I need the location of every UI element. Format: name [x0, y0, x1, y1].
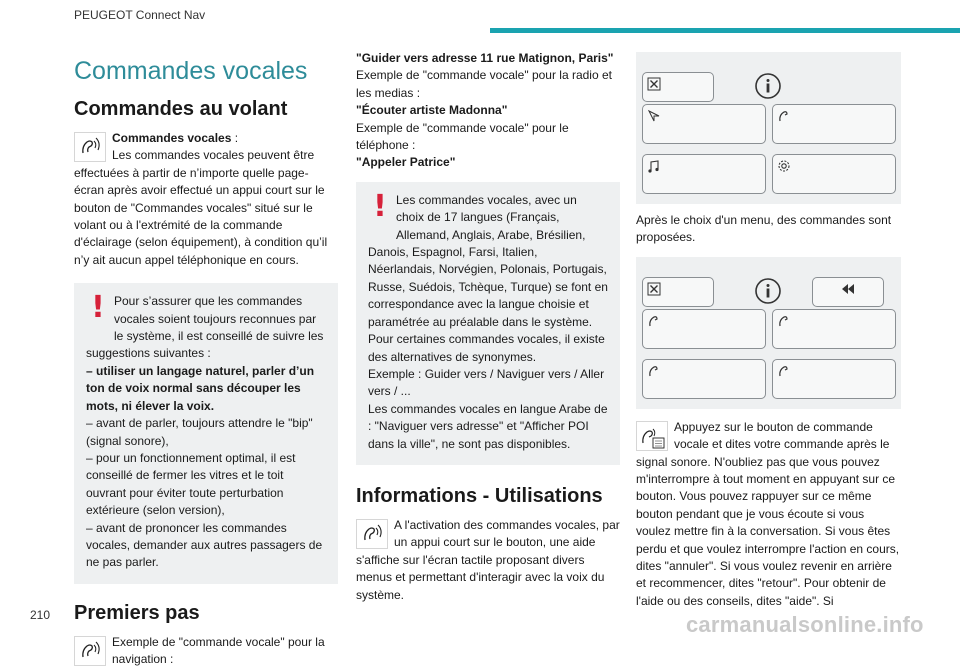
warning-box-languages [356, 182, 620, 465]
warning-item-1: – utiliser un langage naturel, parler d’un ton de voix normal sans découper les mots, ni élever la voix. [86, 363, 315, 413]
column-1 [74, 56, 338, 669]
close-icon [647, 282, 661, 296]
phone-icon [777, 314, 791, 328]
phone-icon [777, 364, 791, 378]
phone-icon [647, 364, 661, 378]
settings-icon [777, 159, 791, 173]
page-number: 210 [30, 608, 51, 622]
voice-commands-panel [636, 257, 901, 409]
radio-example: "Écouter artiste Madonna" [356, 103, 508, 118]
after-menu-text: Après le choix d'un menu, des commandes sont proposées. [636, 213, 892, 245]
info-icon[interactable] [754, 277, 782, 305]
settings-menu-button[interactable] [772, 154, 896, 194]
music-menu-button[interactable] [642, 154, 766, 194]
exclamation-icon: ! [373, 188, 387, 224]
warning-item-2: – avant de parler, toujours attendre le "bip" (signal sonore), [86, 416, 313, 448]
command-button-2[interactable] [772, 309, 896, 349]
section-first-steps: Premiers pas [74, 601, 200, 624]
voice-command-icon [74, 132, 106, 162]
voice-menu-panel [636, 52, 901, 204]
close-icon [647, 77, 661, 91]
exclamation-icon: ! [91, 290, 105, 326]
voice-command-paragraph [74, 130, 338, 269]
press-button-text: Appuyez sur le bouton de commande vocale et dites votre commande après le signal sonore. N'oubliez pas que vous pouvez m'interrompre à tout moment en appuyant sur ce bouton. Vous pouvez rappuyer sur ce même bouton pendant que je vous écoute si vous voulez mettre fin à la conversation. Si vous êtes perdu et que voulez interrompre l'action en cours, dites "annuler". Si vous voulez revenir en arrière et recommencer, dites "retour". Pour obtenir de l'aide ou des conseils, dites "aide". Si [636, 419, 900, 608]
close-button[interactable] [642, 72, 714, 102]
section-steering-commands: Commandes au volant [74, 98, 288, 120]
voice-command-icon [74, 636, 106, 666]
phone-icon [777, 109, 791, 123]
voice-command-text: : Les commandes vocales peuvent être effectuées à partir de n’importe quelle page-écran après avoir effectué un appui court sur le bouton de "Commandes vocales" situé sur le volant ou à l'extrémité de la commande d'éclairage (selon équipement), à condition qu’il n’y ait aucun appel téléphonique en cours. [74, 131, 328, 267]
header-accent-bar [490, 28, 960, 33]
radio-intro: Exemple de "commande vocale" pour la radio et les medias : [356, 68, 612, 100]
info-icon[interactable] [754, 72, 782, 100]
info-text: A l'activation des commandes vocales, par un appui court sur le bouton, une aide s'affiche sur l'écran tactile proposant divers menus et permettant d'interagir avec la voix du système. [356, 517, 620, 602]
warning-intro: Pour s’assurer que les commandes vocales soient toujours reconnues par le système, il est conseillé de suivre les suggestions suivantes : [86, 294, 324, 361]
command-button-1[interactable] [642, 309, 766, 349]
phone-icon [647, 314, 661, 328]
info-paragraph [356, 517, 620, 604]
music-icon [647, 159, 661, 173]
page-title: Commandes vocales [74, 57, 308, 85]
column-3 [636, 50, 901, 610]
navigation-icon [647, 109, 661, 123]
column-2 [356, 50, 620, 604]
voice-command-label: Commandes vocales [112, 131, 232, 145]
phone-example: "Appeler Patrice" [356, 155, 456, 170]
section-info-usage: Informations - Utilisations [356, 484, 603, 507]
warning-item-3: – pour un fonctionnement optimal, il est conseillé de fermer les vitres et le toit ouvrant pour éviter toute perturbation extérieure (selon version), [86, 450, 296, 518]
running-header: PEUGEOT Connect Nav [74, 8, 206, 22]
voice-command-icon [356, 519, 388, 549]
warning-box-tips [74, 283, 338, 584]
nav-example-intro: Exemple de "commande vocale" pour la navigation : [112, 634, 325, 667]
command-button-3[interactable] [642, 359, 766, 399]
watermark: carmanualsonline.info [686, 612, 924, 637]
voice-command-icon [636, 421, 668, 451]
languages-warning-text: Les commandes vocales, avec un choix de 17 langues (Français, Allemand, Anglais, Arabe, Brésilien, Danois, Espagnol, Farsi, Italien, Néerlandais, Norvégien, Polonais, Portugais, Russe, Suédois, Tchèque, Turque) se font en correspondance avec la langue choisie et paramétrée au préalable dans le système. Pour certaines commandes vocales, il existe des alternatives de synonymes. Exemple : Guider vers / Naviguer vers / Aller vers / ... Les commandes vocales en langue Arabe de : "Naviguer vers adresse" et "Afficher POI dans la ville", ne sont pas disponibles. [368, 192, 608, 451]
nav-example: "Guider vers adresse 11 rue Matignon, Paris" [356, 51, 614, 65]
phone-intro: Exemple de "commande vocale" pour le téléphone : [356, 120, 569, 153]
phone-menu-button[interactable] [772, 104, 896, 144]
back-button[interactable] [812, 277, 884, 307]
close-button[interactable] [642, 277, 714, 307]
warning-item-4: – avant de prononcer les commandes vocales, demander aux autres passagers de ne pas parler. [86, 520, 323, 570]
command-button-4[interactable] [772, 359, 896, 399]
nav-example-paragraph [74, 634, 338, 669]
press-button-paragraph [636, 419, 901, 610]
rewind-icon [841, 282, 855, 296]
nav-menu-button[interactable] [642, 104, 766, 144]
